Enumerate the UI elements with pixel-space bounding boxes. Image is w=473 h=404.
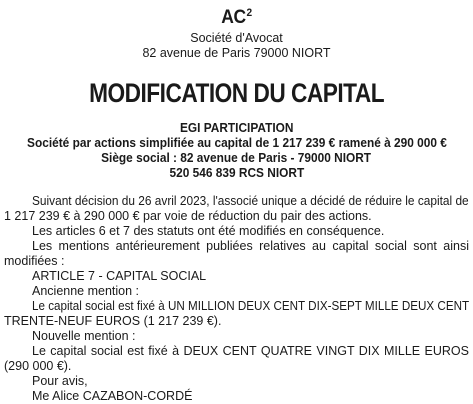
company-form: Société par actions simplifiée au capital de 1 217 239 € ramené à 290 000 € — [26, 136, 447, 150]
article-heading: ARTICLE 7 - CAPITAL SOCIAL — [32, 269, 207, 283]
line-text: Suivant décision du 26 avril 2023, l'associé unique a décidé de réduire le capital de — [32, 194, 469, 208]
new-mention-label: Nouvelle mention : — [32, 329, 136, 343]
old-mention-line-2: TRENTE-NEUF EUROS (1 217 239 €). — [4, 314, 222, 328]
paragraph-decision-line-2: 1 217 239 € à 290 000 € par voie de réduction du pair des actions. — [4, 209, 372, 223]
old-mention-label: Ancienne mention : — [32, 284, 140, 298]
new-mention-line-1: Le capital social est fixé à DEUX CENT QUATRE VINGT DIX MILLE EUROS — [32, 344, 469, 358]
company-seat: Siège social : 82 avenue de Paris - 79000 NIORT — [101, 151, 372, 165]
company-rcs: 520 546 839 RCS NIORT — [169, 166, 304, 180]
paragraph-decision-line-1 — [4, 194, 469, 209]
logo-superscript: 2 — [246, 7, 252, 19]
notice-body — [4, 194, 469, 404]
old-mention-line-1 — [4, 299, 469, 314]
paragraph-articles: Les articles 6 et 7 des statuts ont été modifiés en conséquence. — [32, 224, 385, 238]
company-name: EGI PARTICIPATION — [179, 121, 294, 135]
notice-title — [0, 78, 473, 108]
logo-text: AC — [221, 7, 246, 28]
paragraph-mentions-line-1: Les mentions antérieurement publiées relatives au capital social sont ainsi — [32, 239, 469, 253]
signature: Me Alice CAZABON-CORDÉ — [32, 389, 193, 403]
paragraph-mentions-line-2: modifiées : — [4, 254, 65, 268]
line-text: Le capital social est fixé à UN MILLION DEUX CENT DIX-SEPT MILLE DEUX CENT — [32, 299, 470, 313]
firm-logo — [19, 2, 454, 29]
closing-text: Pour avis, — [32, 374, 88, 388]
firm-address: 82 avenue de Paris 79000 NIORT — [142, 46, 331, 60]
new-mention-line-2: (290 000 €). — [4, 359, 72, 373]
notice-title-text: MODIFICATION DU CAPITAL — [89, 78, 384, 108]
firm-type: Société d'Avocat — [190, 31, 283, 45]
